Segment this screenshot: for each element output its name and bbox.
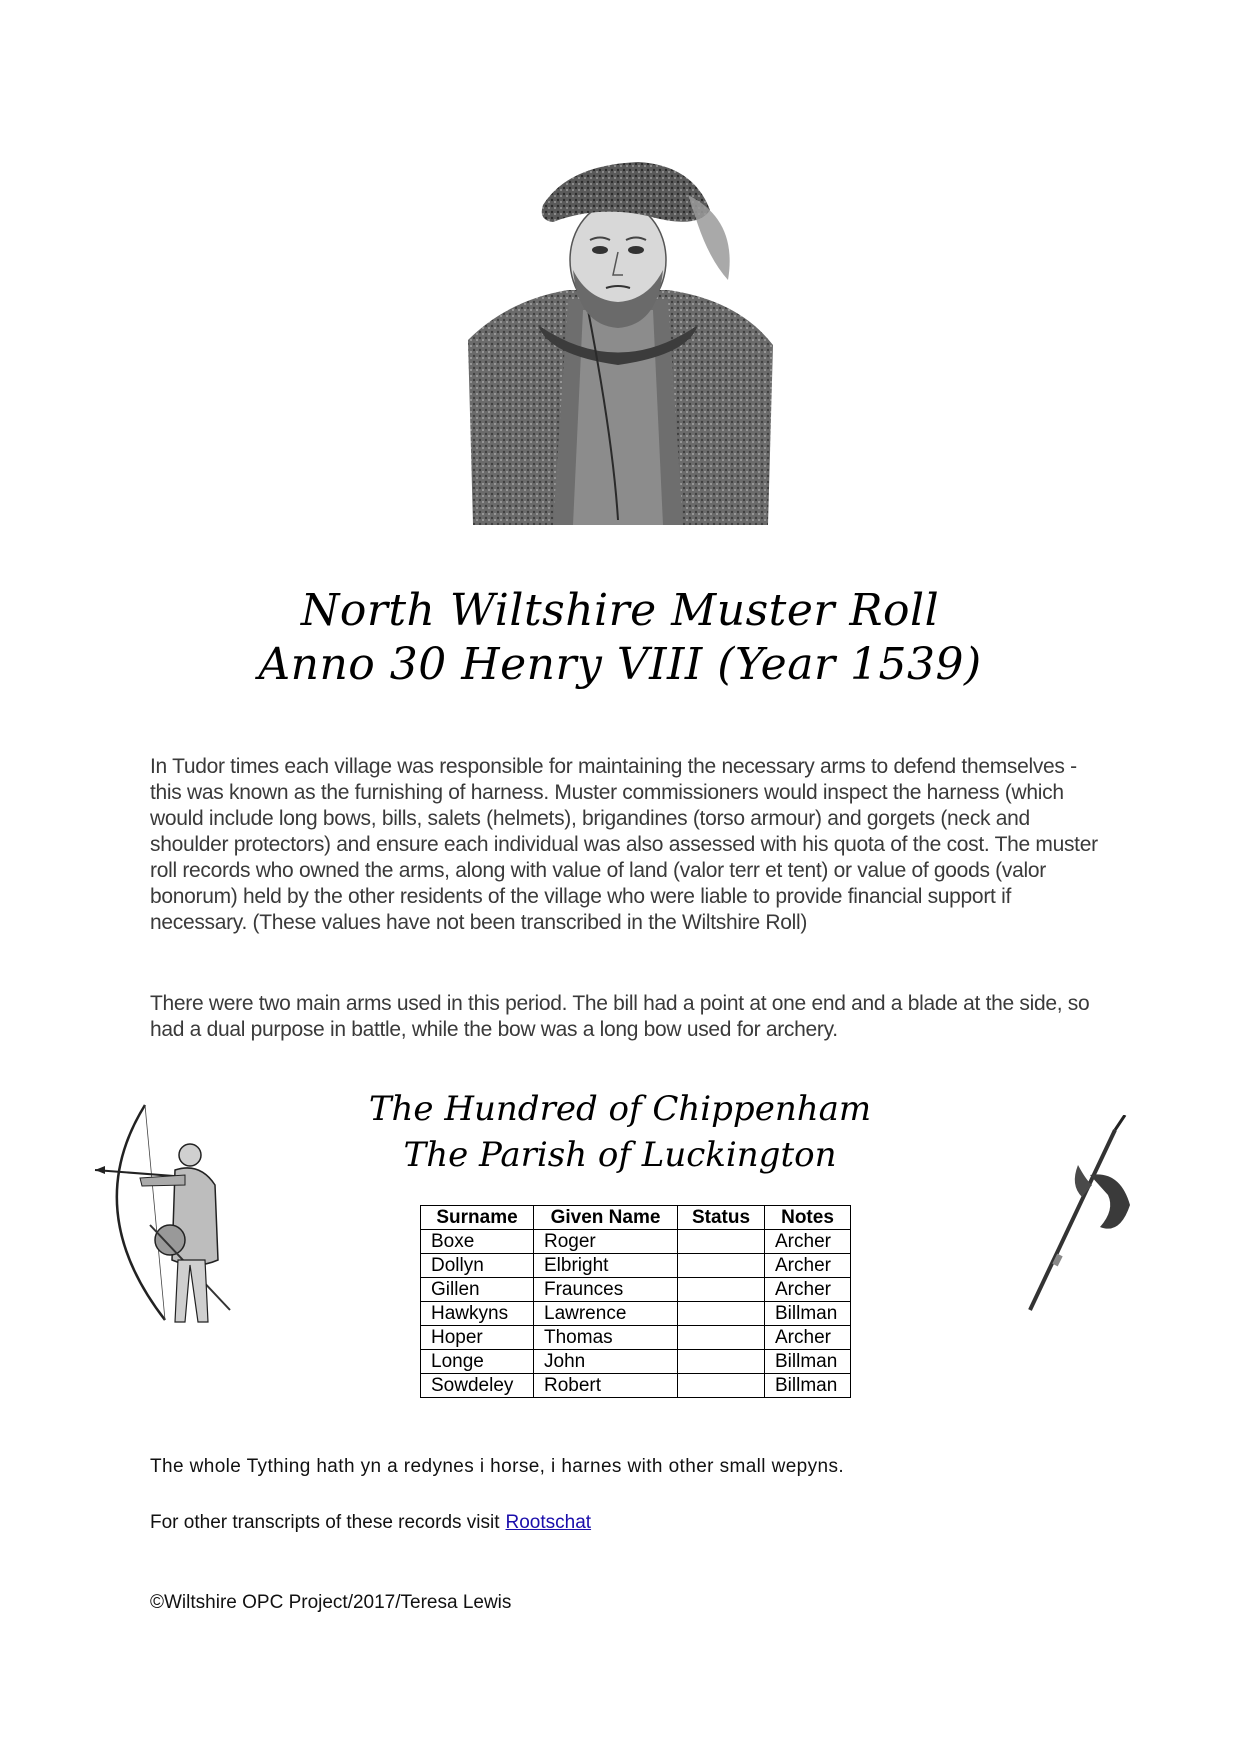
notes-cell: Archer <box>765 1230 851 1254</box>
column-header-surname: Surname <box>421 1206 534 1230</box>
given-name-cell: Lawrence <box>534 1302 678 1326</box>
parish-heading: The Parish of Luckington <box>403 1135 837 1175</box>
surname-cell: Boxe <box>421 1230 534 1254</box>
muster-roll-table <box>420 1205 851 1398</box>
notes-cell: Billman <box>765 1350 851 1374</box>
arms-paragraph <box>150 991 1100 1043</box>
given-name-cell: Elbright <box>534 1254 678 1278</box>
surname-cell: Hawkyns <box>421 1302 534 1326</box>
rootschat-link[interactable]: Rootschat <box>505 1512 592 1533</box>
column-header-notes: Notes <box>765 1206 851 1230</box>
given-name-cell: Robert <box>534 1374 678 1398</box>
status-cell <box>678 1278 765 1302</box>
surname-cell: Gillen <box>421 1278 534 1302</box>
notes-cell: Billman <box>765 1302 851 1326</box>
given-name-cell: Thomas <box>534 1326 678 1350</box>
given-name-cell: Fraunces <box>534 1278 678 1302</box>
transcripts-text: For other transcripts of these records visit <box>150 1512 500 1533</box>
status-cell <box>678 1230 765 1254</box>
title-line-2: Anno 30 Henry VIII (Year 1539) <box>258 639 982 690</box>
notes-cell: Archer <box>765 1254 851 1278</box>
table-row <box>421 1278 851 1302</box>
copyright-notice: ©Wiltshire OPC Project/2017/Teresa Lewis <box>150 1592 512 1613</box>
table-row <box>421 1230 851 1254</box>
surname-cell: Longe <box>421 1350 534 1374</box>
status-cell <box>678 1302 765 1326</box>
surname-cell: Dollyn <box>421 1254 534 1278</box>
document-title <box>0 584 1240 692</box>
table-header-row <box>421 1206 851 1230</box>
given-name-cell: Roger <box>534 1230 678 1254</box>
archer-illustration <box>90 1100 250 1325</box>
tything-note: The whole Tything hath yn a redynes i horse, i harnes with other small wepyns. <box>150 1456 845 1477</box>
table-row <box>421 1326 851 1350</box>
surname-cell: Hoper <box>421 1326 534 1350</box>
table-row <box>421 1374 851 1398</box>
column-header-given-name: Given Name <box>534 1206 678 1230</box>
intro-paragraph <box>150 754 1100 936</box>
halberd-illustration <box>1020 1115 1140 1315</box>
title-line-1: North Wiltshire Muster Roll <box>300 585 940 636</box>
hundred-heading: The Hundred of Chippenham <box>368 1089 872 1129</box>
table-row <box>421 1302 851 1326</box>
notes-cell: Archer <box>765 1326 851 1350</box>
henry-viii-portrait-image <box>448 150 788 530</box>
surname-cell: Sowdeley <box>421 1374 534 1398</box>
notes-cell: Archer <box>765 1278 851 1302</box>
arms-paragraph-text: There were two main arms used in this period. The bill had a point at one end and a blade at the side, so had a dual purpose in battle, while the bow was a long bow used for archery. <box>150 992 1090 1041</box>
table-row <box>421 1350 851 1374</box>
given-name-cell: John <box>534 1350 678 1374</box>
notes-cell: Billman <box>765 1374 851 1398</box>
status-cell <box>678 1374 765 1398</box>
column-header-status: Status <box>678 1206 765 1230</box>
table-row <box>421 1254 851 1278</box>
transcripts-line <box>150 1512 591 1534</box>
intro-paragraph-text: In Tudor times each village was responsible for maintaining the necessary arms to defend themselves - this was known as the furnishing of harness. Muster commissioners would inspect the harness (which would include long bows, bills, salets (helmets), brigandines (torso armour) and gorgets (neck and shoulder protectors) and ensure each individual was also assessed with his quota of the cost. The muster roll records who owned the arms, along with value of land (valor terr et tent) or value of goods (valor bonorum) held by the other residents of the village who were liable to provide financial support if necessary. (These values have not been transcribed in the Wiltshire Roll) <box>150 755 1098 934</box>
parish-heading-block <box>300 1086 940 1178</box>
status-cell <box>678 1254 765 1278</box>
status-cell <box>678 1350 765 1374</box>
status-cell <box>678 1326 765 1350</box>
